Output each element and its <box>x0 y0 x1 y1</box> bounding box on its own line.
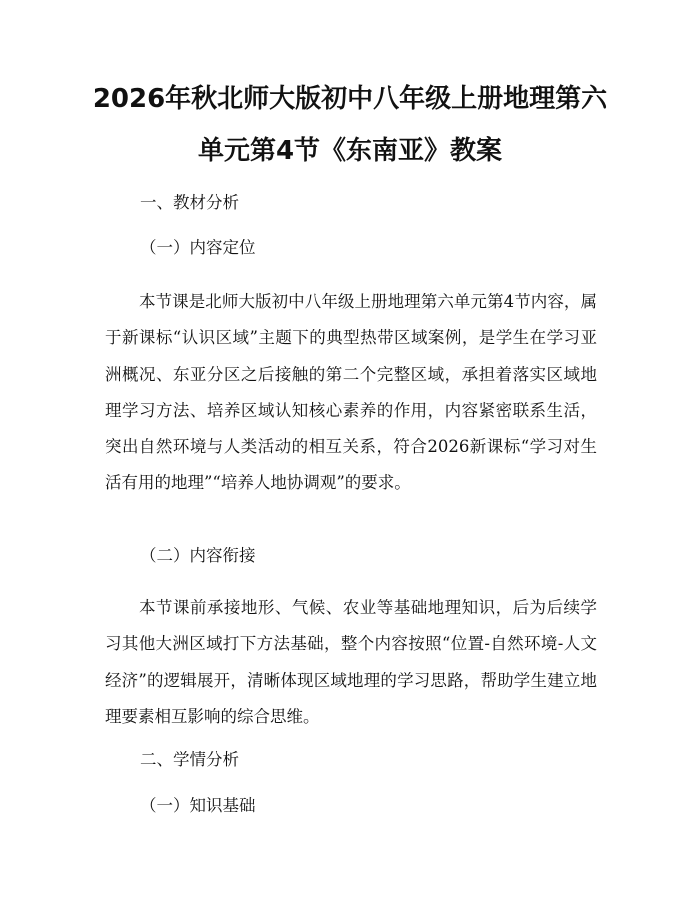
subsection-heading-content-connection: （二）内容衔接 <box>140 546 256 565</box>
paragraph-content-connection: 本节课前承接地形、气候、农业等基础地理知识，后为后续学习其他大洲区域打下方法基础，整个内容按照“位置-自然环境-人文经济”的逻辑展开，清晰体现区域地理的学习思路，帮助学生建立地理要素相互影响的综合思维。 <box>105 598 597 726</box>
section-heading-textbook-analysis: 一、教材分析 <box>140 193 239 212</box>
subsection-heading-knowledge-base: （一）知识基础 <box>140 796 256 815</box>
section-heading-learner-analysis: 二、学情分析 <box>140 750 239 769</box>
document-title-line-2: 单元第4节《东南亚》教案 <box>197 136 503 166</box>
paragraph-content-positioning: 本节课是北师大版初中八年级上册地理第六单元第4节内容，属于新课标“认识区域”主题下的典型热带区域案例，是学生在学习亚洲概况、东亚分区之后接触的第二个完整区域，承担着落实区域地理学习方法、培养区域认知核心素养的作用，内容紧密联系生活，突出自然环境与人类活动的相互关系，符合2026新课标“学习对生活有用的地理”“培养人地协调观”的要求。 <box>105 292 597 493</box>
document-title-line-1: 2026年秋北师大版初中八年级上册地理第六 <box>92 84 608 114</box>
subsection-heading-content-positioning: （一）内容定位 <box>140 238 256 257</box>
